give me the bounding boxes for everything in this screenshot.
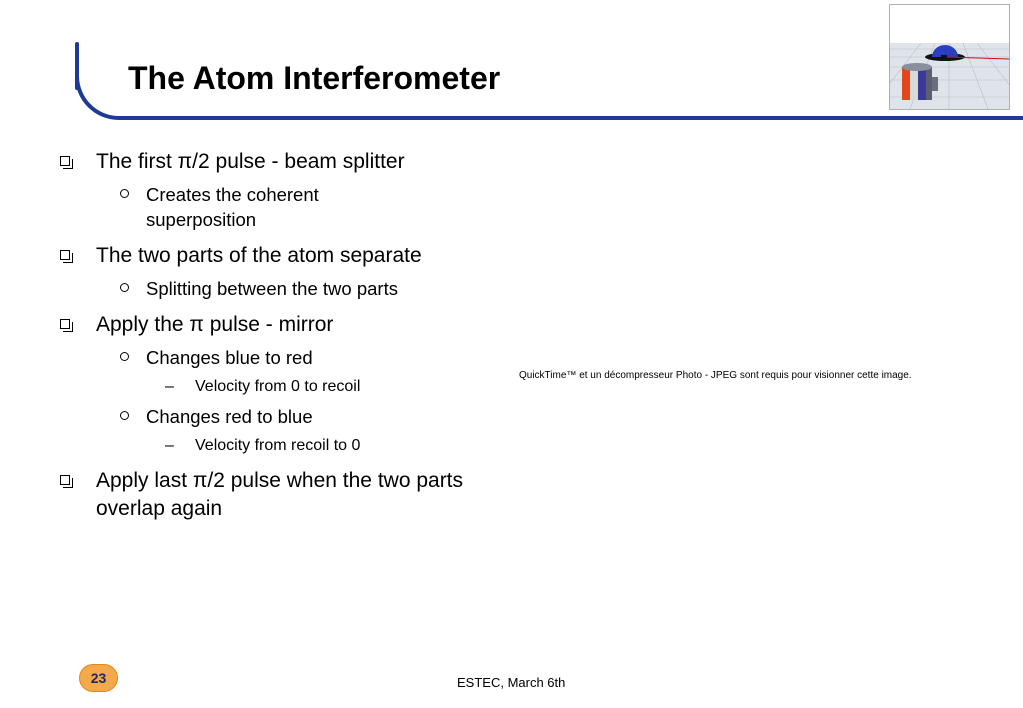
sub-bullet-text: Creates the coherent superposition bbox=[146, 184, 319, 230]
sub-bullet-text: Splitting between the two parts bbox=[146, 278, 398, 299]
dash-bullet-icon: – bbox=[165, 437, 174, 454]
square-bullet-icon bbox=[60, 319, 70, 329]
list-item bbox=[58, 276, 506, 301]
list-item bbox=[58, 376, 488, 398]
bullet-text: The two parts of the atom separate bbox=[96, 244, 422, 267]
bullet-list bbox=[58, 148, 488, 523]
list-item bbox=[58, 242, 488, 270]
sub-sub-bullet-text: Velocity from recoil to 0 bbox=[195, 437, 361, 454]
list-item bbox=[58, 467, 491, 523]
satellite-illustration-icon bbox=[889, 4, 1010, 110]
page-number-badge: 23 bbox=[79, 664, 118, 692]
list-item bbox=[58, 404, 426, 429]
circle-bullet-icon bbox=[120, 189, 129, 198]
circle-bullet-icon bbox=[120, 352, 129, 361]
bullet-text: Apply last π/2 pulse when the two parts overlap again bbox=[96, 469, 464, 520]
list-item bbox=[58, 435, 488, 457]
slide-title: The Atom Interferometer bbox=[128, 60, 501, 96]
list-item bbox=[58, 182, 426, 232]
title-frame-curve bbox=[75, 58, 135, 120]
bullet-text: Apply the π pulse - mirror bbox=[96, 313, 334, 336]
image-placeholder-notice: QuickTime™ et un décompresseur Photo - JPEG sont requis pour visionner cette image. bbox=[519, 370, 912, 381]
sub-bullet-text: Changes blue to red bbox=[146, 347, 313, 368]
title-underline bbox=[130, 116, 1023, 120]
list-item bbox=[58, 311, 488, 339]
footer-text: ESTEC, March 6th bbox=[457, 675, 566, 690]
dash-bullet-icon: – bbox=[165, 378, 174, 395]
square-bullet-icon bbox=[60, 475, 70, 485]
square-bullet-icon bbox=[60, 250, 70, 260]
sub-sub-bullet-text: Velocity from 0 to recoil bbox=[195, 378, 361, 395]
square-bullet-icon bbox=[60, 156, 70, 166]
circle-bullet-icon bbox=[120, 283, 129, 292]
circle-bullet-icon bbox=[120, 411, 129, 420]
list-item bbox=[58, 345, 426, 370]
list-item bbox=[58, 148, 488, 176]
bullet-text: The first π/2 pulse - beam splitter bbox=[96, 150, 405, 173]
sub-bullet-text: Changes red to blue bbox=[146, 406, 313, 427]
